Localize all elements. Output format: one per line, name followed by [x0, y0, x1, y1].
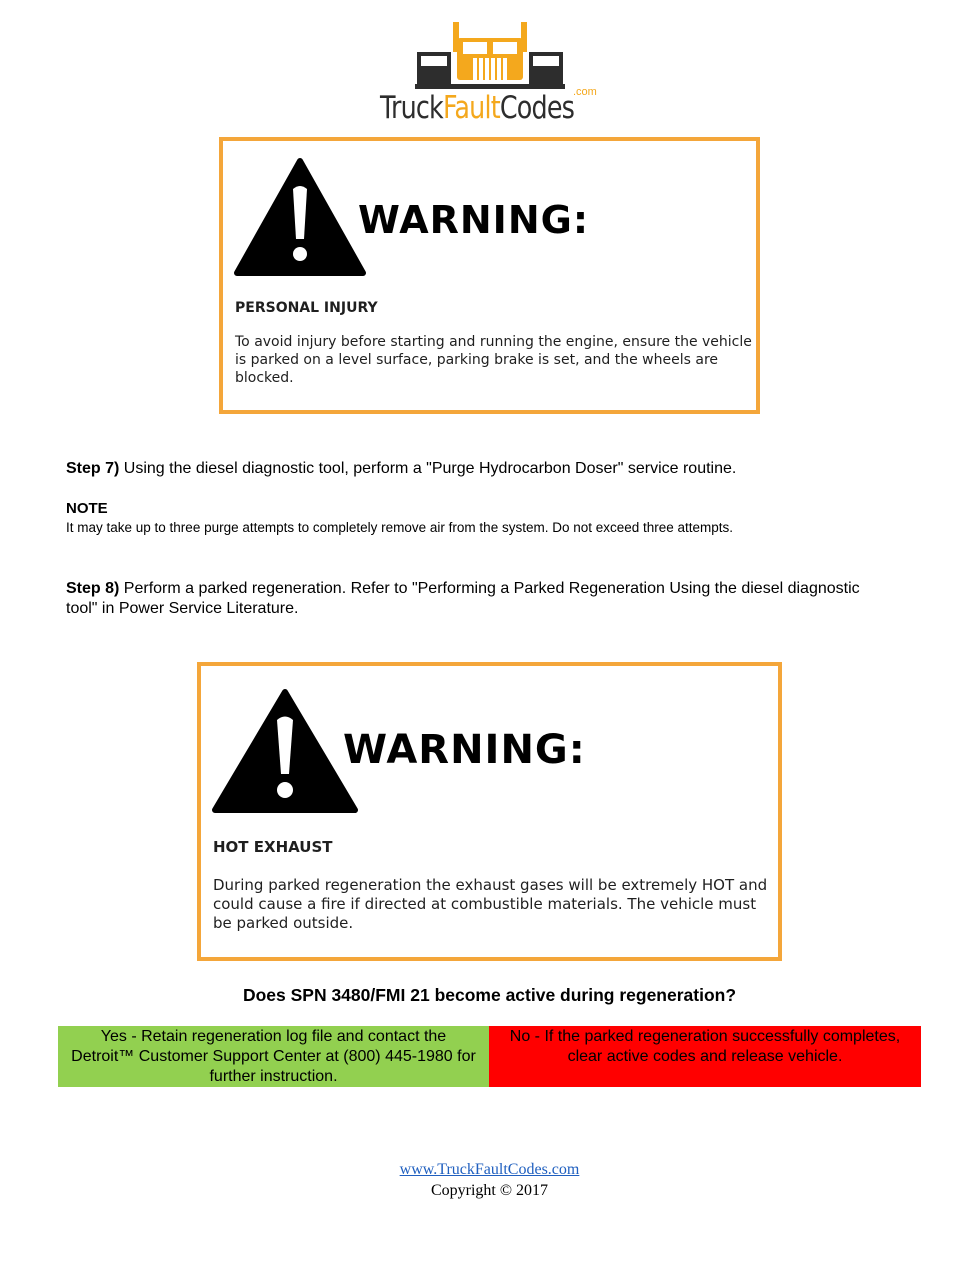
warning-word: WARNING:	[358, 198, 590, 242]
warning-triangle-icon	[233, 155, 367, 277]
note-text: It may take up to three purge attempts to completely remove air from the system. Do not exceed three attempts.	[66, 520, 734, 535]
footer-copyright: Copyright © 2017	[430, 1182, 549, 1199]
warning-personal-injury	[219, 137, 760, 414]
decision-answers	[58, 1026, 921, 1087]
logo-suffix: .com	[573, 86, 597, 98]
step-text: Using the diesel diagnostic tool, perform a "Purge Hydrocarbon Doser" service routine.	[119, 460, 737, 477]
step-label: Step 8)	[66, 580, 120, 597]
truck-icon	[415, 20, 565, 92]
warning-hot-exhaust	[197, 662, 782, 961]
warning-triangle-icon	[211, 686, 359, 814]
step-label: Step 7)	[66, 460, 120, 477]
site-logo	[375, 20, 605, 128]
warning-word: WARNING:	[343, 727, 586, 773]
step-8	[66, 579, 886, 619]
warning-body: To avoid injury before starting and running the engine, ensure the vehicle is parked on a level surface, parking brake is set, and the wheels are blocked.	[235, 334, 752, 386]
warning-heading: HOT EXHAUST	[213, 838, 333, 856]
warning-body: During parked regeneration the exhaust gases will be extremely HOT and could cause a fire if directed at combustible materials. The vehicle must be parked outside.	[213, 876, 768, 932]
note-label: NOTE	[66, 500, 108, 517]
step-text: Perform a parked regeneration. Refer to "Performing a Parked Regeneration Using the diesel diagnostic tool" in Power Service Literature.	[66, 580, 860, 617]
step-7	[66, 459, 886, 479]
warning-heading: PERSONAL INJURY	[235, 300, 378, 316]
answer-yes: Yes - Retain regeneration log file and contact the Detroit™ Customer Support Center at (800) 445-1980 for further instruction.	[58, 1026, 489, 1087]
footer-link[interactable]: www.TruckFaultCodes.com	[399, 1161, 580, 1178]
logo-wordmark: TruckFaultCodes	[380, 90, 575, 126]
answer-no: No - If the parked regeneration successfully completes, clear active codes and release vehicle.	[489, 1026, 921, 1087]
decision-question: Does SPN 3480/FMI 21 become active during regeneration?	[242, 985, 737, 1005]
